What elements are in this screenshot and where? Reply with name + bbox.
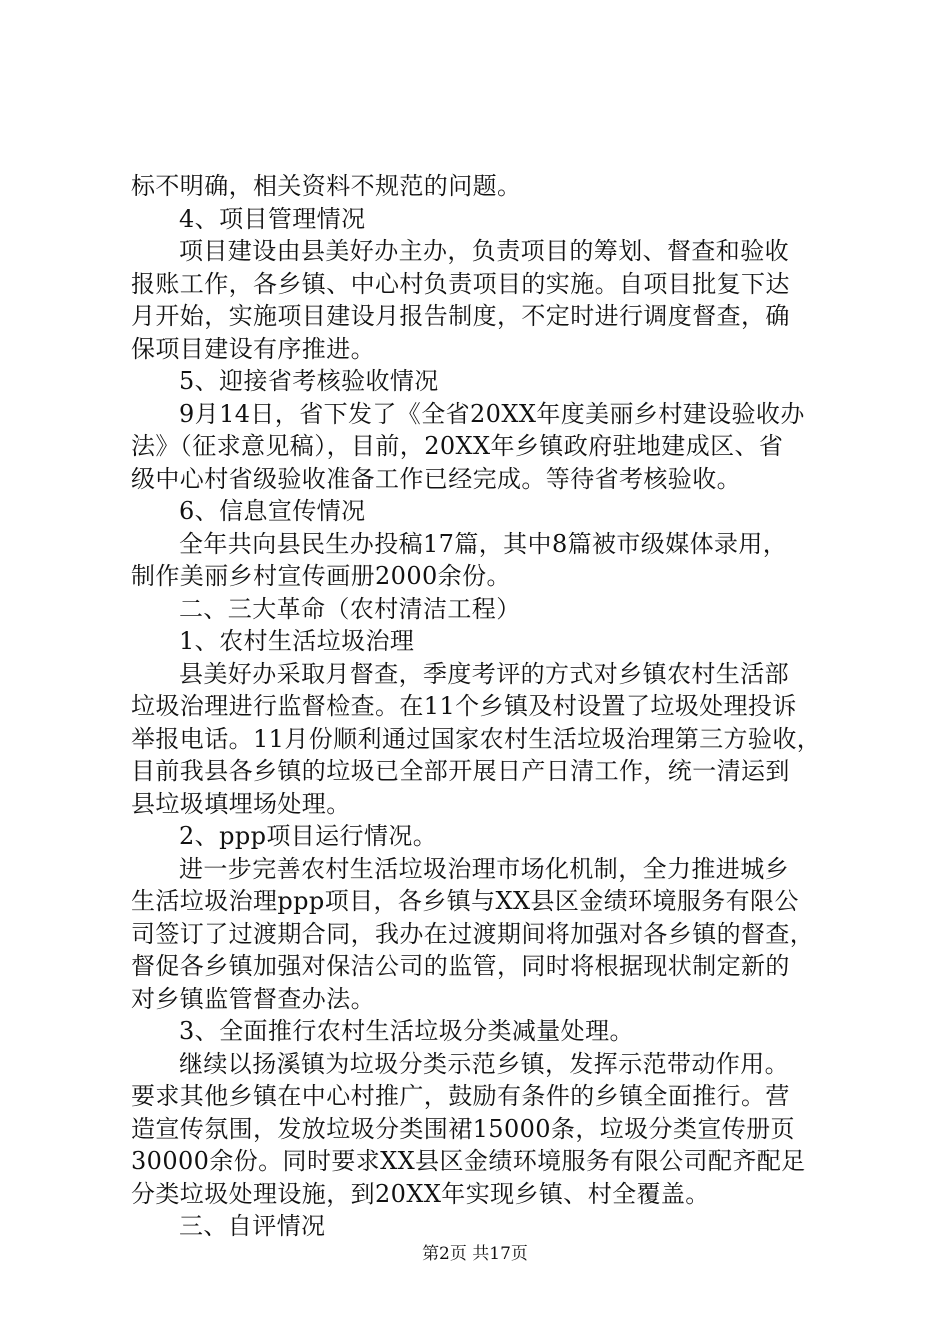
text-line: 月开始，实施项目建设月报告制度，不定时进行调度督查，确 xyxy=(131,302,790,330)
text-line: 要求其他乡镇在中心村推广，鼓励有条件的乡镇全面推行。营 xyxy=(131,1082,790,1110)
text-line: 9月14日，省下发了《全省20XX年度美丽乡村建设验收办 xyxy=(179,399,805,428)
text-line: 督促各乡镇加强对保洁公司的监管，同时将根据现状制定新的 xyxy=(131,952,790,980)
document-body xyxy=(131,170,836,1243)
text-line: 目前我县各乡镇的垃圾已全部开展日产日清工作，统一清运到 xyxy=(131,757,790,785)
text-line: 二、三大革命（农村清洁工程） xyxy=(179,594,521,623)
text-line: 制作美丽乡村宣传画册2000余份。 xyxy=(131,562,511,590)
text-line: 报账工作，各乡镇、中心村负责项目的实施。自项目批复下达 xyxy=(131,269,790,298)
text-line: 县美好办采取月督查，季度考评的方式对乡镇农村生活部 xyxy=(179,659,789,688)
text-line: 造宣传氛围，发放垃圾分类围裙15000条，垃圾分类宣传册页 xyxy=(131,1114,795,1143)
text-line: 6、信息宣传情况 xyxy=(179,497,366,525)
text-line: 生活垃圾治理ppp项目，各乡镇与XX县区金绩环境服务有限公 xyxy=(131,887,799,915)
text-line: 举报电话。11月份顺利通过国家农村生活垃圾治理第三方验收， xyxy=(131,724,822,753)
text-line: 法》（征求意见稿），目前，20XX年乡镇政府驻地建成区、省 xyxy=(131,432,784,460)
text-line: 级中心村省级验收准备工作已经完成。等待省考核验收。 xyxy=(131,464,741,493)
page-footer: 第2页 共17页 xyxy=(422,1244,528,1264)
text-line: 对乡镇监管督查办法。 xyxy=(131,984,375,1013)
text-line: 垃圾治理进行监督检查。在11个乡镇及村设置了垃圾处理投诉 xyxy=(131,692,797,720)
text-line: 5、迎接省考核验收情况 xyxy=(179,367,439,395)
text-line: 全年共向县民生办投稿17篇，其中8篇被市级媒体录用， xyxy=(179,529,788,558)
text-line: 县垃圾填埋场处理。 xyxy=(131,789,351,818)
text-line: 3、全面推行农村生活垃圾分类减量处理。 xyxy=(179,1017,634,1045)
text-line: 保项目建设有序推进。 xyxy=(131,334,375,363)
text-line: 标不明确，相关资料不规范的问题。 xyxy=(131,172,522,200)
text-line: 2、ppp项目运行情况。 xyxy=(179,822,438,850)
text-line: 司签订了过渡期合同，我办在过渡期间将加强对各乡镇的督查， xyxy=(131,919,815,948)
text-line: 项目建设由县美好办主办，负责项目的筹划、督查和验收 xyxy=(179,237,789,265)
text-line: 三、自评情况 xyxy=(179,1212,326,1240)
text-line: 继续以扬溪镇为垃圾分类示范乡镇，发挥示范带动作用。 xyxy=(179,1049,789,1078)
text-line: 1、农村生活垃圾治理 xyxy=(179,627,415,655)
text-line: 分类垃圾处理设施，到20XX年实现乡镇、村全覆盖。 xyxy=(131,1179,710,1208)
text-line: 4、项目管理情况 xyxy=(179,204,366,233)
text-line: 30000余份。同时要求XX县区金绩环境服务有限公司配齐配足 xyxy=(131,1147,806,1175)
text-line: 进一步完善农村生活垃圾治理市场化机制，全力推进城乡 xyxy=(179,854,789,883)
